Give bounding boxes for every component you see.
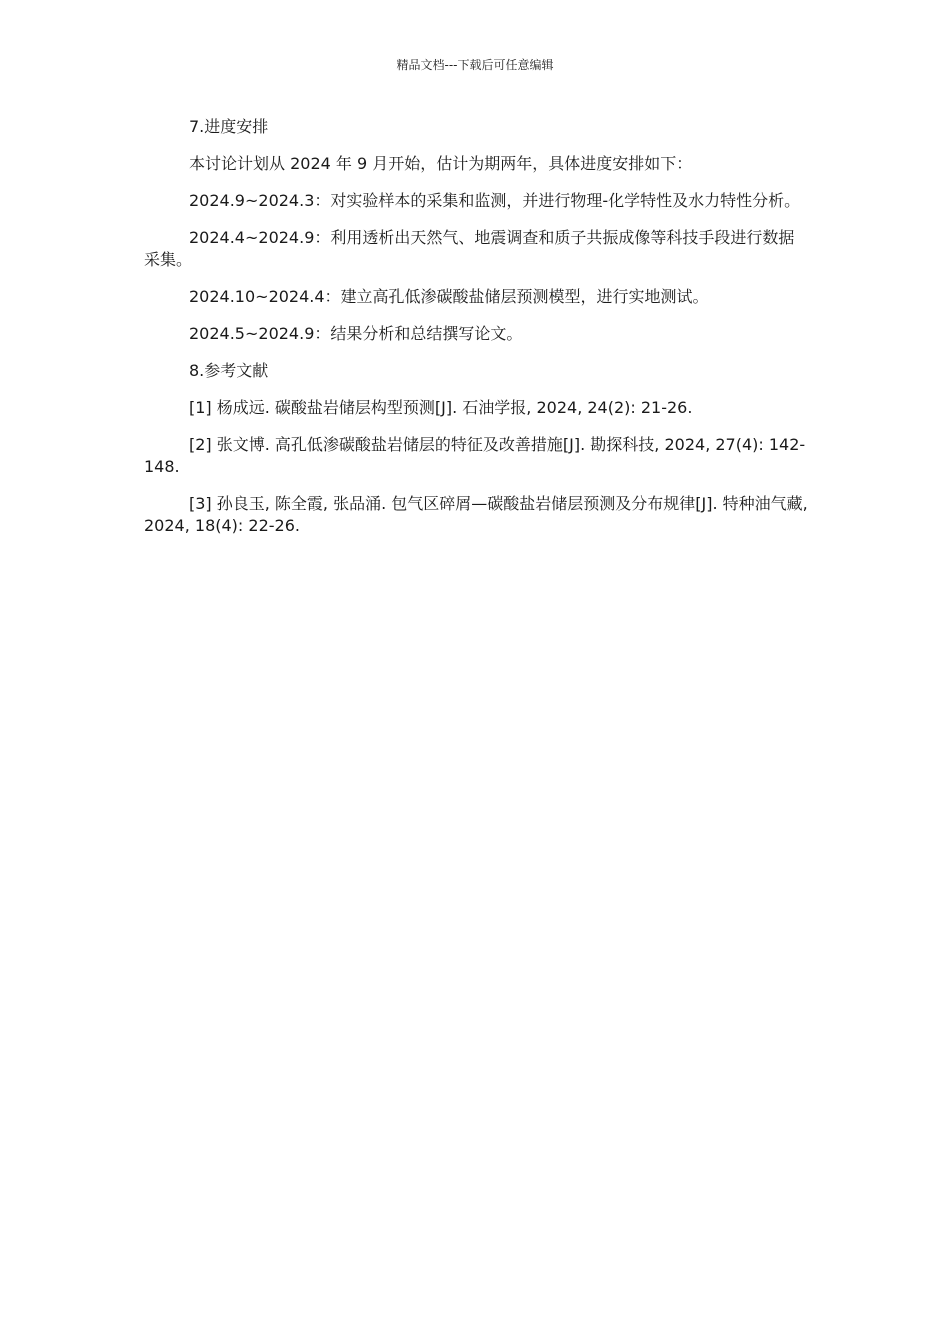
document-body bbox=[144, 116, 810, 552]
schedule-item: 2024.9~2024.3：对实验样本的采集和监测，并进行物理-化学特性及水力特性分析。 bbox=[189, 191, 801, 210]
schedule-heading: 7.进度安排 bbox=[189, 117, 269, 136]
reference-item: [3] 孙良玉, 陈全霞, 张品涌. 包气区碎屑—碳酸盐岩储层预测及分布规律[J]. 特种油气藏, 2024, 18(4): 22-26. bbox=[144, 494, 808, 535]
schedule-item: 2024.5~2024.9：结果分析和总结撰写论文。 bbox=[189, 324, 523, 343]
reference-item: [2] 张文博. 高孔低渗碳酸盐岩储层的特征及改善措施[J]. 勘探科技, 2024, 27(4): 142-148. bbox=[144, 435, 806, 476]
schedule-item: 2024.10~2024.4：建立高孔低渗碳酸盐储层预测模型，进行实地测试。 bbox=[189, 287, 709, 306]
schedule-intro: 本讨论计划从 2024 年 9 月开始，估计为期两年，具体进度安排如下： bbox=[189, 154, 693, 173]
references-heading: 8.参考文献 bbox=[189, 361, 269, 380]
schedule-item: 2024.4~2024.9：利用透析出天然气、地震调查和质子共振成像等科技手段进行数据采集。 bbox=[144, 228, 795, 269]
page-header: 精品文档---下载后可任意编辑 bbox=[396, 58, 554, 72]
reference-item: [1] 杨成远. 碳酸盐岩储层构型预测[J]. 石油学报, 2024, 24(2): 21-26. bbox=[189, 398, 693, 417]
